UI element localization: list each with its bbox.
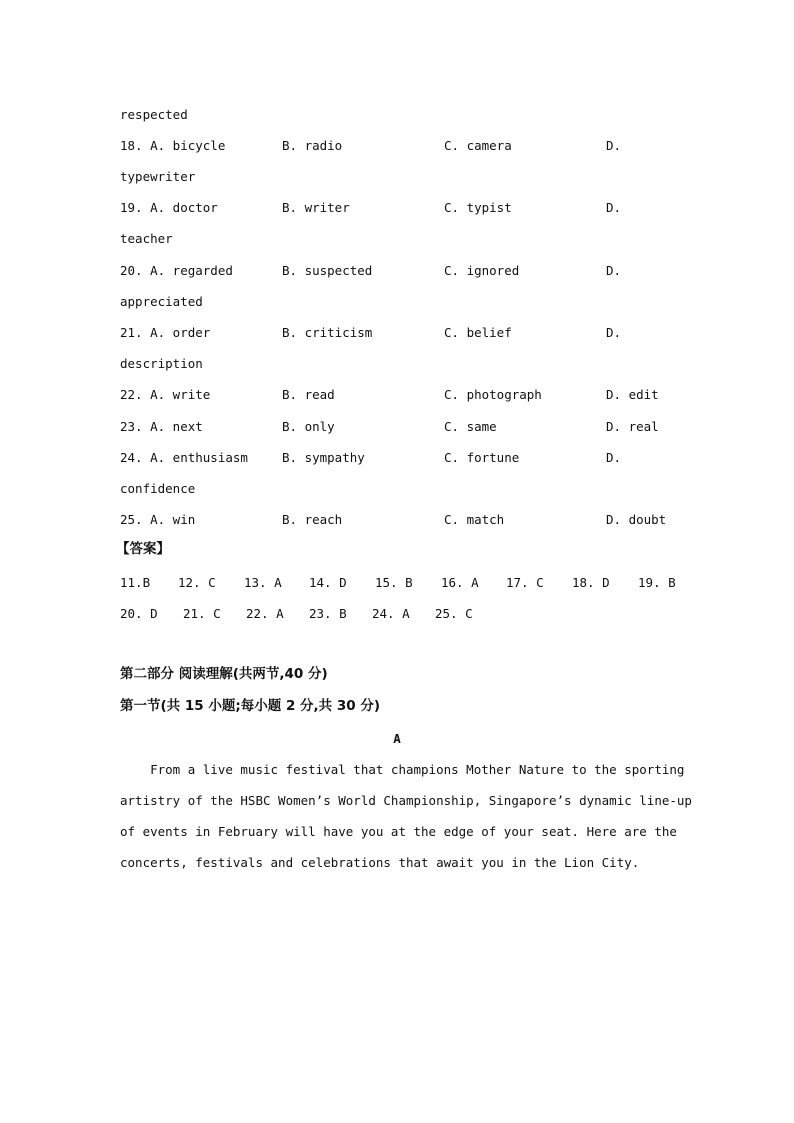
answer-21: 21. C — [183, 606, 221, 621]
q21-option-c: C. belief — [444, 325, 512, 340]
answer-25: 25. C — [435, 606, 473, 621]
q24-option-c: C. fortune — [444, 450, 520, 465]
q18-option-c: C. camera — [444, 138, 512, 153]
q24-option-d: D. — [606, 450, 622, 465]
q21-option-a: 21. A. order — [120, 325, 211, 340]
answer-22: 22. A — [246, 606, 284, 621]
q22-option-a: 22. A. write — [120, 387, 211, 402]
q20-option-c: C. ignored — [444, 263, 520, 278]
answer-11: 11.B — [120, 575, 151, 590]
q24-option-d-wrap: confidence — [120, 481, 196, 496]
q22-option-b: B. read — [282, 387, 335, 402]
q25-option-d: D. doubt — [606, 512, 667, 527]
q21-option-b: B. criticism — [282, 325, 373, 340]
answer-18: 18. D — [572, 575, 610, 590]
part2-heading: 第二部分 阅读理解(共两节,40 分) — [120, 666, 328, 682]
q20-option-d: D. — [606, 263, 622, 278]
question-17-wrap-text: respected — [120, 107, 188, 122]
section1-heading: 第一节(共 15 小题;每小题 2 分,共 30 分) — [120, 698, 381, 714]
q18-option-d: D. — [606, 138, 622, 153]
q20-option-a: 20. A. regarded — [120, 263, 233, 278]
passage-line-2: artistry of the HSBC Women’s World Championship, Singapore’s dynamic line-up — [120, 793, 692, 808]
q18-option-a: 18. A. bicycle — [120, 138, 226, 153]
q24-option-b: B. sympathy — [282, 450, 365, 465]
answer-12: 12. C — [178, 575, 216, 590]
q18-option-d-wrap: typewriter — [120, 169, 196, 184]
q22-option-d: D. edit — [606, 387, 659, 402]
q23-option-d: D. real — [606, 419, 659, 434]
answer-17: 17. C — [506, 575, 544, 590]
q22-option-c: C. photograph — [444, 387, 542, 402]
q20-option-b: B. suspected — [282, 263, 373, 278]
answer-19: 19. B — [638, 575, 676, 590]
q25-option-a: 25. A. win — [120, 512, 196, 527]
q19-option-a: 19. A. doctor — [120, 200, 218, 215]
answer-16: 16. A — [441, 575, 479, 590]
answer-20: 20. D — [120, 606, 158, 621]
answer-heading: 【答案】 — [116, 541, 170, 557]
answer-13: 13. A — [244, 575, 282, 590]
q21-option-d: D. — [606, 325, 622, 340]
q25-option-b: B. reach — [282, 512, 343, 527]
q23-option-c: C. same — [444, 419, 497, 434]
passage-label: A — [393, 731, 401, 746]
q19-option-d: D. — [606, 200, 622, 215]
passage-line-3: of events in February will have you at the edge of your seat. Here are the — [120, 824, 677, 839]
passage-line-4: concerts, festivals and celebrations that await you in the Lion City. — [120, 855, 640, 870]
answer-24: 24. A — [372, 606, 410, 621]
answer-14: 14. D — [309, 575, 347, 590]
q23-option-b: B. only — [282, 419, 335, 434]
passage-line-1: From a live music festival that champions Mother Nature to the sporting — [120, 762, 685, 777]
q24-option-a: 24. A. enthusiasm — [120, 450, 248, 465]
q20-option-d-wrap: appreciated — [120, 294, 203, 309]
q25-option-c: C. match — [444, 512, 505, 527]
q21-option-d-wrap: description — [120, 356, 203, 371]
q23-option-a: 23. A. next — [120, 419, 203, 434]
q19-option-d-wrap: teacher — [120, 231, 173, 246]
q19-option-b: B. writer — [282, 200, 350, 215]
q18-option-b: B. radio — [282, 138, 343, 153]
q19-option-c: C. typist — [444, 200, 512, 215]
answer-23: 23. B — [309, 606, 347, 621]
answer-15: 15. B — [375, 575, 413, 590]
